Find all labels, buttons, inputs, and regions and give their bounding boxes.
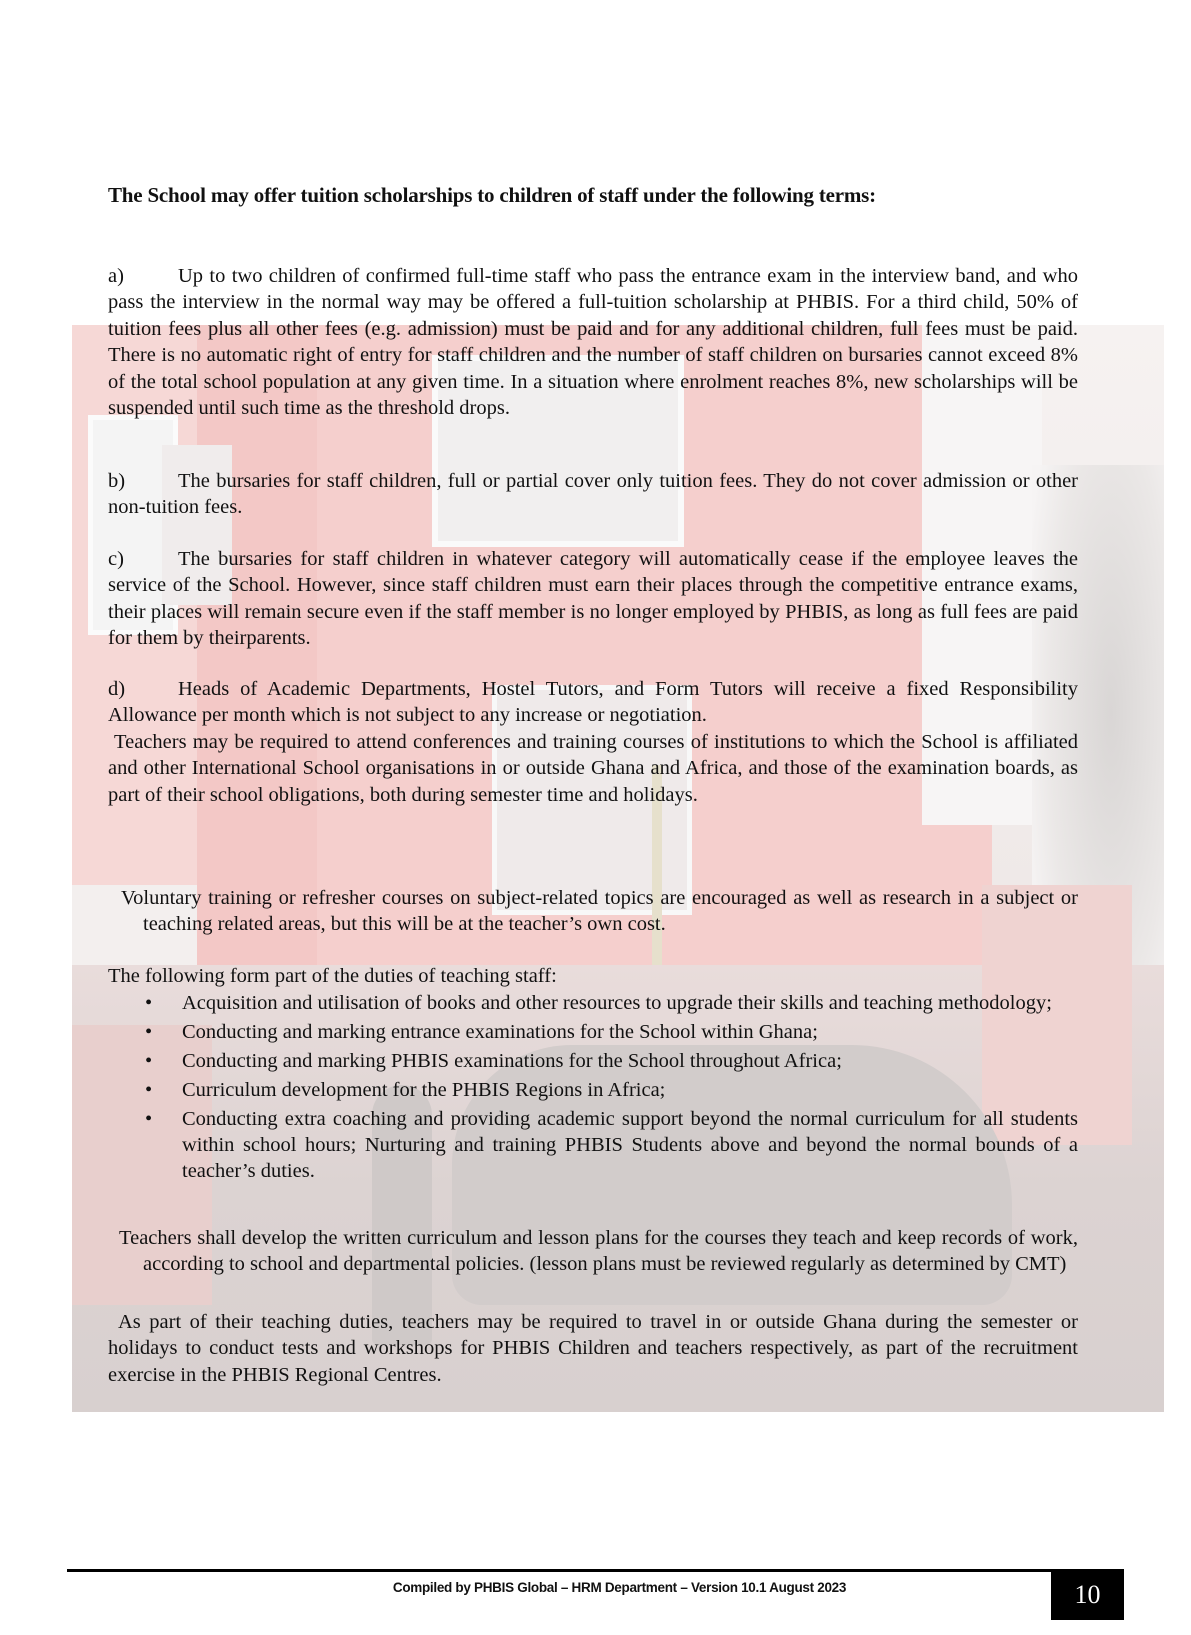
term-label: c) [108,548,124,570]
page-number-box [1051,1569,1124,1620]
footer-divider [67,1569,1124,1572]
bullet-icon: • [145,992,153,1014]
conferences-paragraph: Teachers may be required to attend conferences and training courses of institutions to which the School is affiliated and other International School organisations in or outside Ghana and Africa, and those of the examination boards, as part of their school obligations, both during semester time and holidays. [108,731,1078,806]
list-item-text: Acquisition and utilisation of books and other resources to upgrade their skills and teaching methodology; [182,992,1052,1014]
bullet-icon: • [145,1107,153,1130]
list-item [108,1048,1078,1074]
term-label: b) [108,470,126,492]
term-text: The bursaries for staff children in whatever category will automatically cease if the employee leaves the service of the School. However, since staff children must earn their places through the competitive entrance exams, their places will remain secure even if the staff member is no longer employed by PHBIS, as long as full fees are paid for them by theirparents. [108,548,1078,650]
list-item-text: Curriculum development for the PHBIS Regions in Africa; [182,1078,666,1101]
curriculum-paragraph: Teachers shall develop the written curriculum and lesson plans for the courses they teach and keep records of work, according to school and departmental policies. (lesson plans must be reviewed regularly as determined by CMT) [119,1227,1078,1276]
bullet-icon: • [145,1049,153,1072]
page-number: 10 [1074,1579,1101,1609]
term-b [108,468,1078,521]
term-text: Heads of Academic Departments, Hostel Tutors, and Form Tutors will receive a fixed Responsibility Allowance per month which is not subject to any increase or negotiation. [108,678,1078,727]
travel-paragraph: As part of their teaching duties, teachers may be required to travel in or outside Ghana during the semester or holidays to conduct tests and workshops for PHBIS Children and teachers respectively, as part of the recruitment exercise in the PHBIS Regional Centres. [108,1311,1078,1386]
term-label: d) [108,678,126,700]
list-item [108,1106,1078,1185]
duties-list [108,990,1078,1187]
list-item-text: Conducting and marking PHBIS examinations for the School throughout Africa; [182,1049,842,1072]
list-item [108,1077,1078,1103]
list-item-text: Conducting extra coaching and providing academic support beyond the normal curriculum for all students within school hours; Nurturing and training PHBIS Students above and beyond the normal bounds of a teacher’s duties. [182,1107,1078,1183]
list-item [108,1019,1078,1045]
list-item [108,990,1078,1016]
list-item-text: Conducting and marking entrance examinations for the School within Ghana; [182,1020,818,1043]
bullet-icon: • [145,1078,153,1101]
duties-intro: The following form part of the duties of teaching staff: [108,965,557,987]
term-text: The bursaries for staff children, full or partial cover only tuition fees. They do not cover admission or other non-tuition fees. [108,470,1078,519]
term-text: Up to two children of confirmed full-time staff who pass the entrance exam in the interview band, and who pass the interview in the normal way may be offered a full-tuition scholarship at PHBIS. For a third child, 50% of tuition fees plus all other fees (e.g. admission) must be paid and for any additional children, full fees must be paid. There is no automatic right of entry for staff children and the number of staff children on bursaries cannot exceed 8% of the total school population at any given time. In a situation where enrolment reaches 8%, new scholarships will be suspended until such time as the threshold drops. [108,265,1078,420]
bullet-icon: • [145,1020,153,1043]
term-d [108,676,1078,729]
section-heading: The School may offer tuition scholarships to children of staff under the following terms: [108,183,876,207]
voluntary-training-paragraph: Voluntary training or refresher courses on subject-related topics are encouraged as well as research in a subject or teaching related areas, but this will be at the teacher’s own cost. [121,887,1078,936]
term-label: a) [108,265,124,287]
term-c [108,546,1078,652]
footer-text: Compiled by PHBIS Global – HRM Department – Version 10.1 August 2023 [392,1580,847,1595]
term-a [108,263,1078,421]
